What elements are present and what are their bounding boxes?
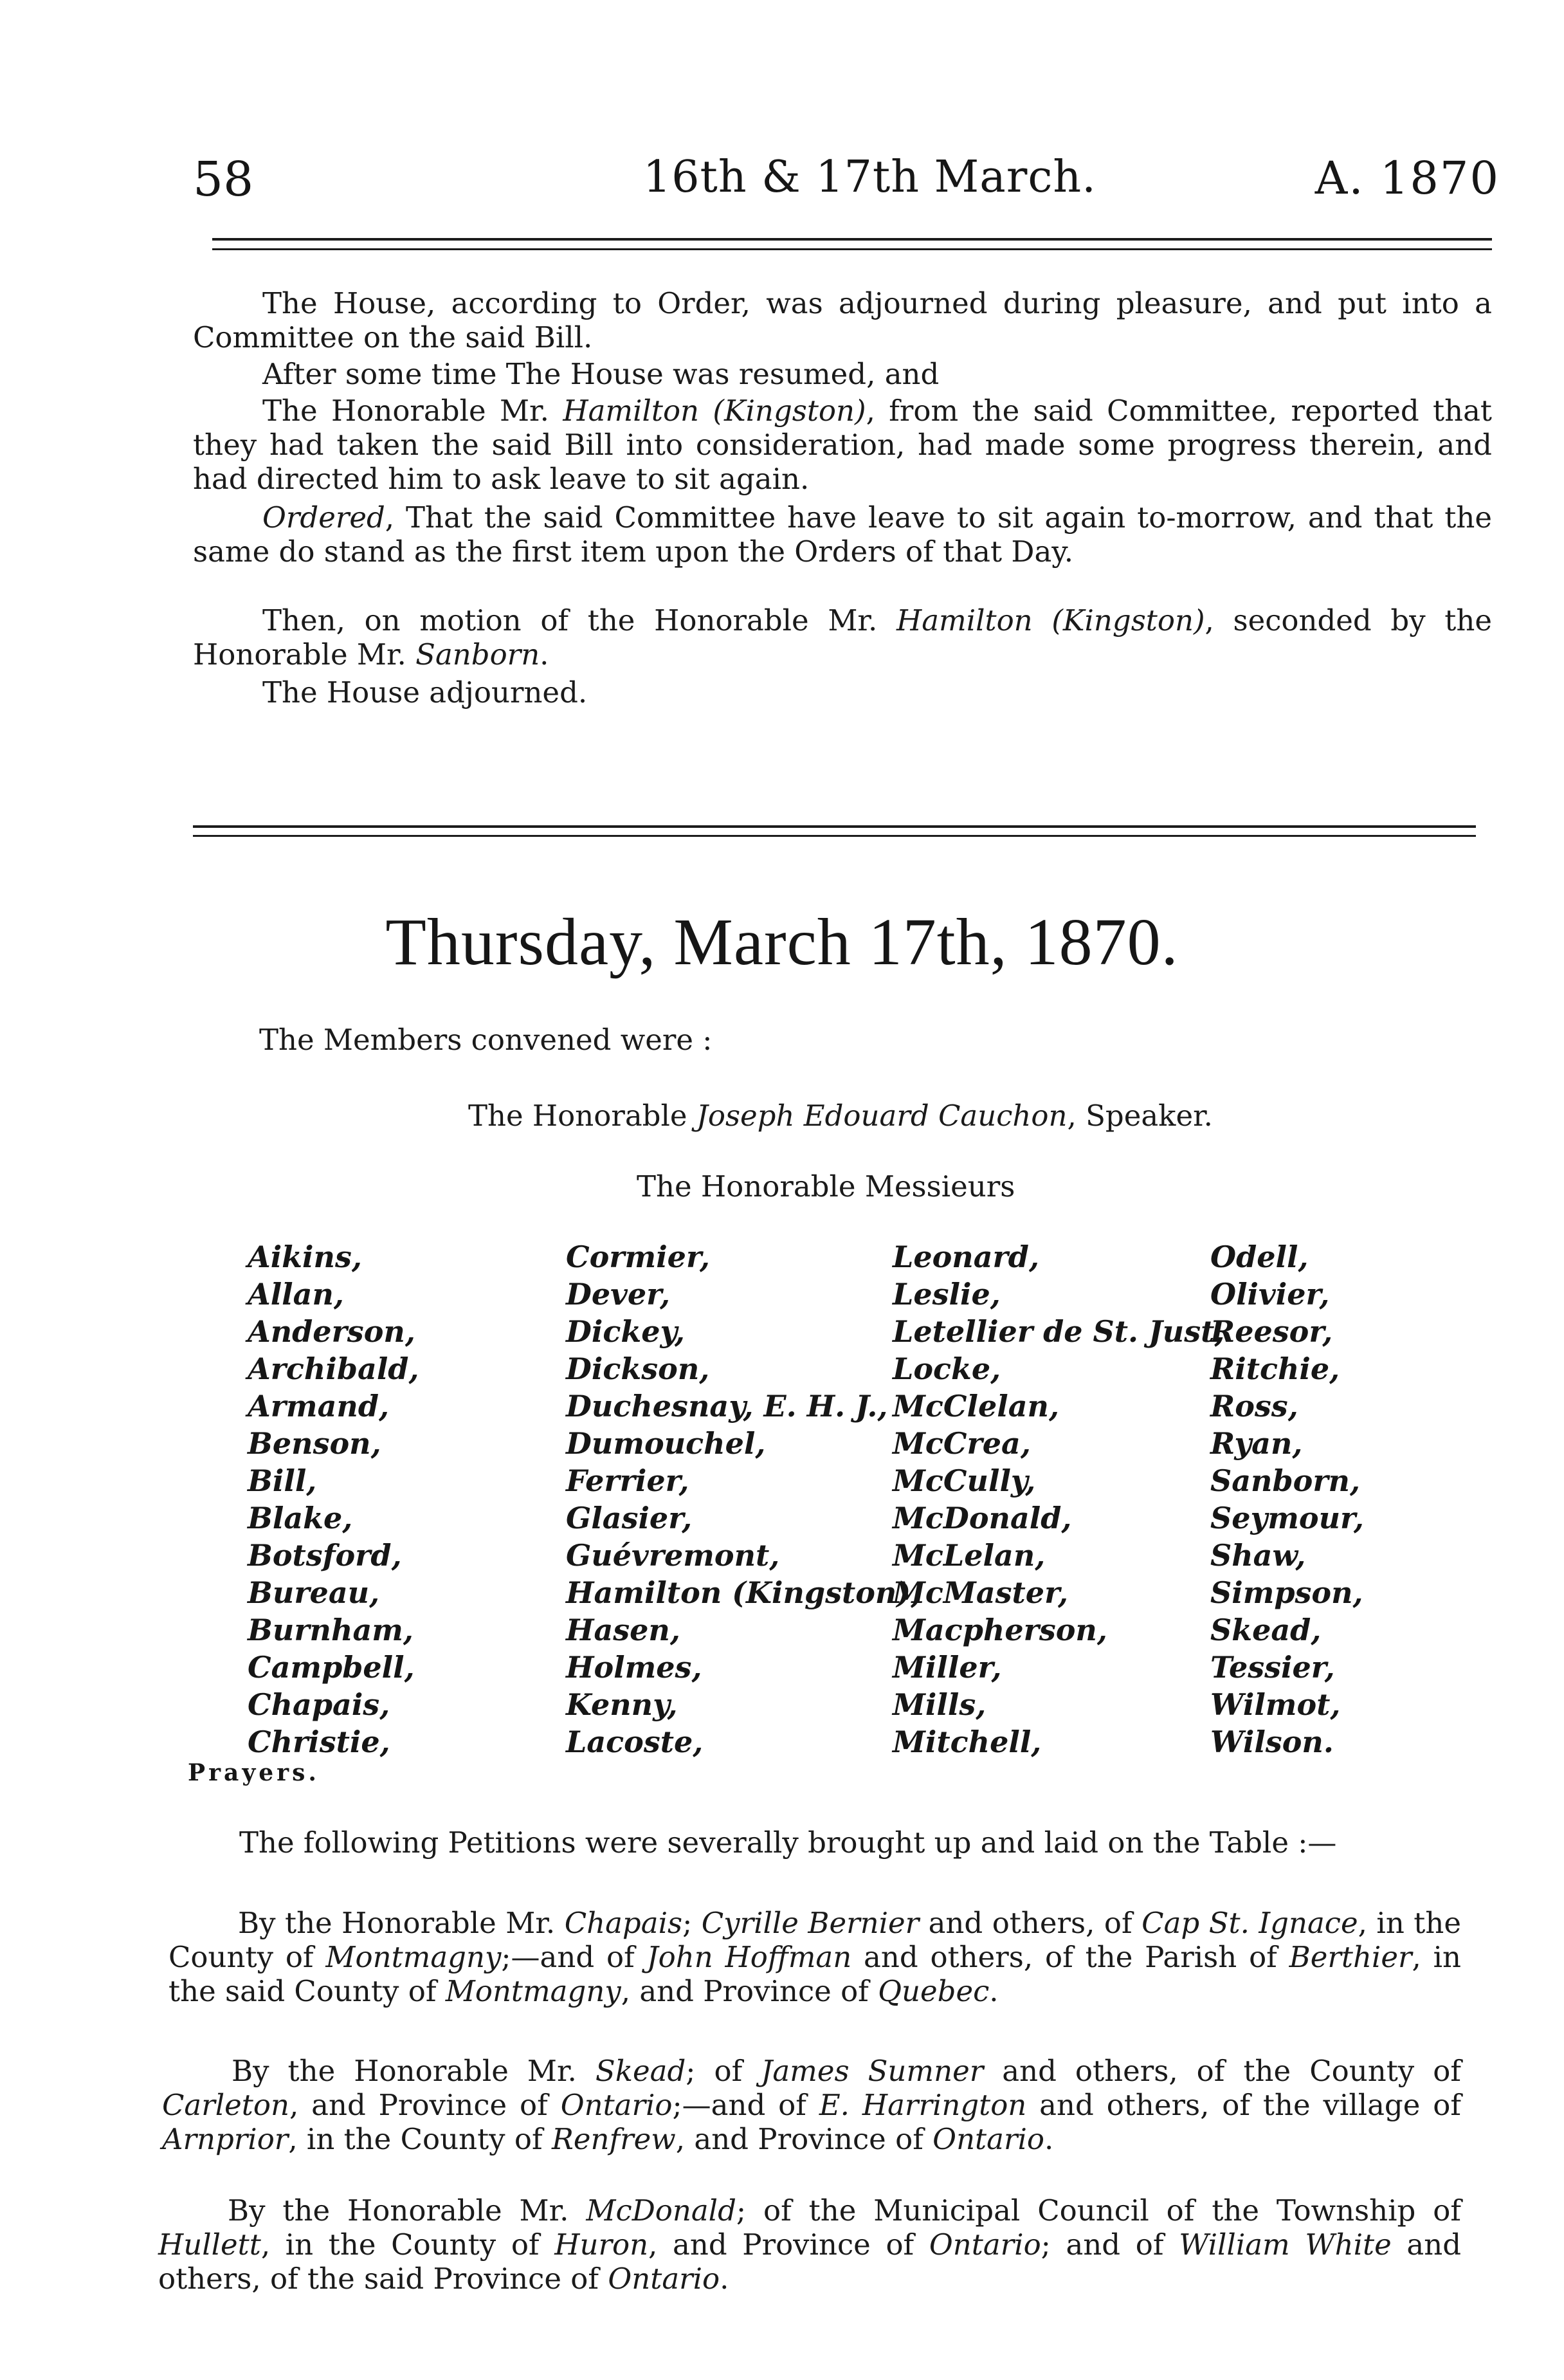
member-name: Reesor, [1210,1314,1333,1349]
member-name: McLelan, [893,1538,1046,1573]
member-name: Campbell, [248,1650,415,1685]
member-name: Shaw, [1210,1538,1306,1573]
header-year: A. 1870 [1314,152,1500,205]
member-name: Ferrier, [566,1463,689,1498]
member-name: Bureau, [248,1575,380,1610]
section-divider-bottom [193,835,1476,837]
member-name: Sanborn [415,637,540,672]
member-name: Archibald, [248,1351,419,1386]
member-name: Leslie, [893,1277,1001,1312]
member-name: McMaster, [893,1575,1068,1610]
member-name: Allan, [248,1277,344,1312]
page-number: 58 [193,152,254,207]
ordered-label: Ordered [262,500,385,535]
members-column-1 [248,1238,419,1761]
member-name: Letellier de St. Just, [893,1314,1225,1349]
member-name: Aikins, [248,1240,362,1274]
member-name: Mitchell, [893,1725,1042,1759]
member-name: Chapais, [248,1687,390,1722]
member-name: Seymour, [1210,1501,1364,1535]
member-name: Tessier, [1210,1650,1335,1685]
member-name: Odell, [1210,1240,1309,1274]
member-name: McDonald, [893,1501,1072,1535]
member-name: Locke, [893,1351,1001,1386]
member-name: Anderson, [248,1314,415,1349]
petition-paragraph: By the Honorable Mr. Skead; of James Sumner and others, of the County of Carleton, and Province of Ontario;—and of E. Harrington and others, of the village of Arnprior, in the County of Renfrew, and Province of Ontario. [162,2054,1462,2156]
member-name: Christie, [248,1725,390,1759]
header-date-range: 16th & 17th March. [643,152,1096,203]
member-name: Burnham, [248,1613,414,1647]
section-divider-top [193,825,1476,828]
member-name: Miller, [893,1650,1002,1685]
speaker-name: Joseph Edouard Cauchon [696,1099,1068,1133]
member-name: Blake, [248,1501,353,1535]
member-name: Dickey, [566,1314,685,1349]
member-name: McCully, [893,1463,1036,1498]
header-rule-bottom [212,248,1492,250]
member-name: Benson, [248,1426,381,1461]
member-name: Guévremont, [566,1538,780,1573]
member-name: Hamilton (Kingston), [566,1575,922,1610]
member-name: Hamilton (Kingston) [896,603,1205,637]
members-column-2 [566,1238,921,1761]
messieurs-heading: The Honorable Messieurs [637,1169,1015,1204]
member-name: Armand, [248,1389,390,1423]
day-heading: Thursday, March 17th, 1870. [385,905,1179,979]
house-adjourned-paragraph: The House adjourned. [262,675,588,709]
member-name: Ryan, [1210,1426,1303,1461]
member-name: Hasen, [566,1613,680,1647]
member-name: McCrea, [893,1426,1031,1461]
member-name: Olivier, [1210,1277,1330,1312]
member-name: Duchesnay, E. H. J., [566,1389,888,1423]
member-name: Mills, [893,1687,987,1722]
member-name: Macpherson, [893,1613,1107,1647]
speaker-line: The Honorable Joseph Edouard Cauchon, Speaker. [468,1099,1213,1133]
member-name: Holmes, [566,1650,702,1685]
petitions-intro: The following Petitions were severally brought up and laid on the Table :— [239,1826,1337,1860]
member-name: Hamilton (Kingston) [563,394,866,428]
member-name: Lacoste, [566,1725,704,1759]
adjournment-motion-paragraph: Then, on motion of the Honorable Mr. Hamilton (Kingston), seconded by the Honorable Mr. Sanborn. [193,603,1493,672]
member-name: Dumouchel, [566,1426,766,1461]
member-name: Bill, [248,1463,317,1498]
petition-paragraph: By the Honorable Mr. McDonald; of the Municipal Council of the Township of Hullett, in the County of Huron, and Province of Ontario; and of William White and others, of the said Province of Ontario. [158,2193,1461,2296]
committee-report-paragraph: The Honorable Mr. Hamilton (Kingston), from the said Committee, reported that they had taken the said Bill into consideration, had made some progress therein, and had directed him to ask leave to sit again. [193,394,1492,496]
running-header [193,152,1500,223]
member-name: Wilson. [1210,1725,1334,1759]
member-name: Dickson, [566,1351,710,1386]
member-name: Glasier, [566,1501,693,1535]
member-name: Skead, [1210,1613,1322,1647]
member-name: Simpson, [1210,1575,1363,1610]
member-name: Ritchie, [1210,1351,1340,1386]
member-name: Chapais [564,1906,683,1940]
header-rule-top [212,238,1492,241]
member-name: McClelan, [893,1389,1060,1423]
member-name: Leonard, [893,1240,1039,1274]
prayers-heading: Prayers. [188,1759,320,1786]
member-name: Kenny, [566,1687,678,1722]
member-name: Dever, [566,1277,671,1312]
members-column-3 [893,1238,1224,1761]
member-name: McDonald [586,2193,736,2228]
ordered-paragraph: Ordered, That the said Committee have leave to sit again to-morrow, and that the same do stand as the first item upon the Orders of that Day. [193,500,1492,569]
committee-paragraph: The House, according to Order, was adjourned during pleasure, and put into a Committee on the said Bill. [193,286,1492,354]
member-name: Ross, [1210,1389,1298,1423]
house-resumed-paragraph: After some time The House was resumed, and [262,357,940,391]
member-name: Sanborn, [1210,1463,1361,1498]
petition-paragraph: By the Honorable Mr. Chapais; Cyrille Bernier and others, of Cap St. Ignace, in the County of Montmagny;—and of John Hoffman and others, of the Parish of Berthier, in the said County of Montmagny, and Province of Quebec. [168,1906,1461,2008]
member-name: Wilmot, [1210,1687,1341,1722]
members-intro: The Members convened were : [259,1023,713,1057]
member-name: Botsford, [248,1538,402,1573]
member-name: Cormier, [566,1240,710,1274]
member-name: Skead [595,2054,686,2088]
members-column-4 [1210,1238,1364,1761]
